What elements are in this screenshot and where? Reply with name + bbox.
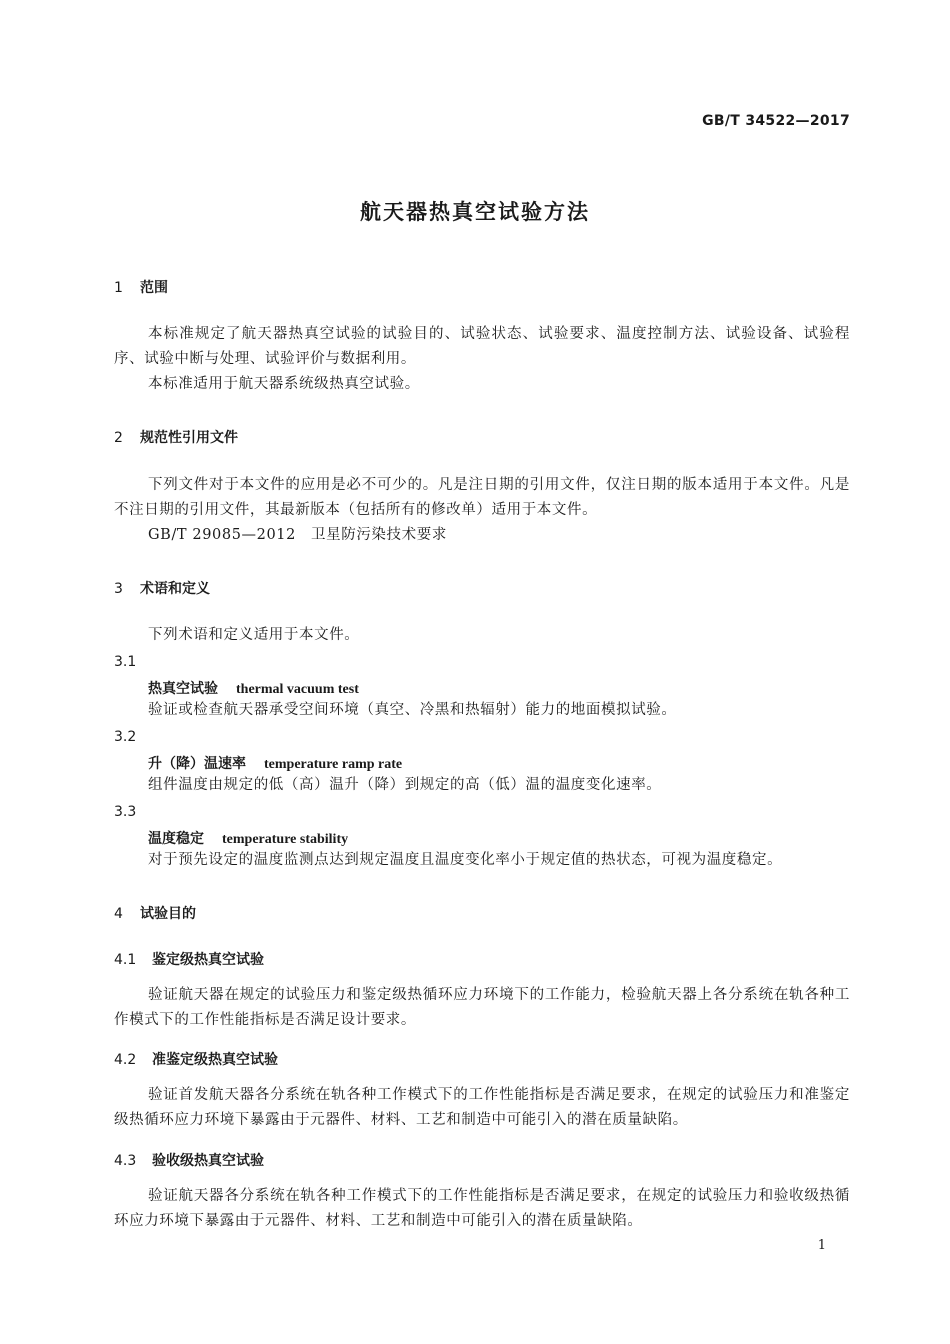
term-number: 3.2 bbox=[114, 729, 137, 745]
term-english: thermal vacuum test bbox=[236, 682, 359, 697]
section-title: 试验目的 bbox=[140, 906, 196, 922]
subsection-title: 验收级热真空试验 bbox=[152, 1153, 264, 1169]
term-entry bbox=[148, 828, 348, 848]
section-number: 2 bbox=[114, 430, 123, 446]
section-1-heading bbox=[114, 277, 168, 297]
term-number: 3.3 bbox=[114, 804, 137, 820]
section-4-heading bbox=[114, 903, 196, 923]
page-number: 1 bbox=[817, 1238, 826, 1253]
section-3-intro: 下列术语和定义适用于本文件。 bbox=[148, 627, 360, 643]
standard-code: GB/T 34522—2017 bbox=[702, 113, 850, 129]
normative-reference: GB/T 29085—2012 卫星防污染技术要求 bbox=[148, 527, 447, 543]
page-title: 航天器热真空试验方法 bbox=[360, 200, 590, 224]
term-english: temperature stability bbox=[222, 832, 349, 847]
section-2-heading bbox=[114, 427, 238, 447]
term-entry bbox=[148, 753, 402, 773]
subsection-number: 4.2 bbox=[114, 1052, 137, 1068]
subsection-4-2-heading bbox=[114, 1049, 278, 1069]
term-number: 3.1 bbox=[114, 654, 137, 670]
term-english: temperature ramp rate bbox=[264, 757, 403, 772]
term-chinese: 热真空试验 bbox=[148, 681, 218, 697]
section-title: 范围 bbox=[140, 280, 168, 296]
term-chinese: 升（降）温速率 bbox=[148, 756, 246, 772]
subsection-4-1-paragraph: 验证航天器在规定的试验压力和鉴定级热循环应力环境下的工作能力，检验航天器上各分系统在轨各种工作模式下的工作性能指标是否满足设计要求。 bbox=[114, 987, 850, 1028]
term-definition: 组件温度由规定的低（高）温升（降）到规定的高（低）温的温度变化速率。 bbox=[148, 777, 662, 793]
section-number: 4 bbox=[114, 906, 123, 922]
section-1-paragraph-1: 本标准规定了航天器热真空试验的试验目的、试验状态、试验要求、温度控制方法、试验设备、试验程序、试验中断与处理、试验评价与数据利用。 bbox=[114, 326, 850, 367]
section-3-heading bbox=[114, 578, 210, 598]
section-2-paragraph-1: 下列文件对于本文件的应用是必不可少的。凡是注日期的引用文件，仅注日期的版本适用于本文件。凡是不注日期的引用文件，其最新版本（包括所有的修改单）适用于本文件。 bbox=[114, 477, 850, 518]
subsection-number: 4.1 bbox=[114, 952, 137, 968]
section-title: 规范性引用文件 bbox=[140, 430, 238, 446]
term-definition: 对于预先设定的温度监测点达到规定温度且温度变化率小于规定值的热状态，可视为温度稳定。 bbox=[148, 852, 783, 868]
subsection-4-2-paragraph: 验证首发航天器各分系统在轨各种工作模式下的工作性能指标是否满足要求，在规定的试验压力和准鉴定级热循环应力环境下暴露由于元器件、材料、工艺和制造中可能引入的潜在质量缺陷。 bbox=[114, 1087, 850, 1128]
section-1-paragraph-2: 本标准适用于航天器系统级热真空试验。 bbox=[148, 376, 420, 392]
term-entry bbox=[148, 678, 359, 698]
term-chinese: 温度稳定 bbox=[148, 831, 204, 847]
subsection-title: 鉴定级热真空试验 bbox=[152, 952, 264, 968]
subsection-number: 4.3 bbox=[114, 1153, 137, 1169]
subsection-4-3-paragraph: 验证航天器各分系统在轨各种工作模式下的工作性能指标是否满足要求，在规定的试验压力和验收级热循环应力环境下暴露由于元器件、材料、工艺和制造中可能引入的潜在质量缺陷。 bbox=[114, 1188, 850, 1229]
term-definition: 验证或检查航天器承受空间环境（真空、冷黑和热辐射）能力的地面模拟试验。 bbox=[148, 702, 677, 718]
subsection-4-1-heading bbox=[114, 949, 264, 969]
subsection-4-3-heading bbox=[114, 1150, 264, 1170]
subsection-title: 准鉴定级热真空试验 bbox=[152, 1052, 278, 1068]
section-title: 术语和定义 bbox=[140, 581, 210, 597]
section-number: 1 bbox=[114, 280, 123, 296]
section-number: 3 bbox=[114, 581, 123, 597]
